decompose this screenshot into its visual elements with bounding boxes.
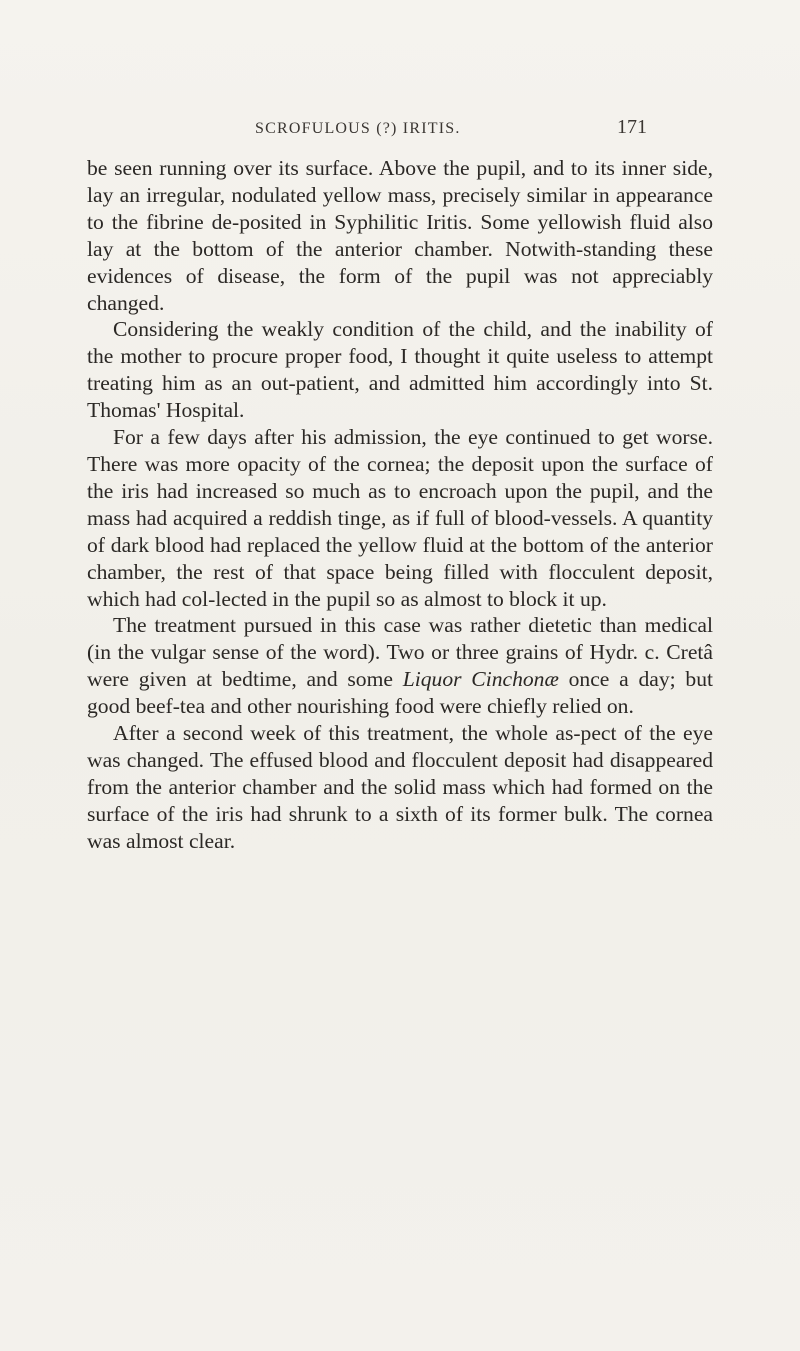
body-text [87, 155, 713, 855]
paragraph: After a second week of this treatment, the whole as-pect of the eye was changed. The effused blood and flocculent deposit had disappeared from the anterior chamber and the solid mass which had formed on the surface of the iris had shrunk to a sixth of its former bulk. The cornea was almost clear. [87, 721, 713, 853]
page-number: 171 [617, 116, 647, 138]
running-head: SCROFULOUS (?) IRITIS. [255, 120, 461, 137]
paragraph-text: once a day; but good beef-tea and other nourishing food were chiefly relied on. [87, 667, 713, 719]
paragraph [87, 612, 713, 720]
paragraph: Considering the weakly condition of the child, and the inability of the mother to procure proper food, I thought it quite useless to attempt treating him as an out-patient, and admitted him accordingly into St. Thomas' Hospital. [87, 317, 713, 423]
page-header [255, 116, 655, 150]
italic-drug-name: Liquor Cinchonæ [402, 667, 559, 692]
paragraph: be seen running over its surface. Above the pupil, and to its inner side, lay an irregular, nodulated yellow mass, precisely similar in appearance to the fibrine de-posited in Syphilitic Iritis. Some yellowish fluid also lay at the bottom of the anterior chamber. Notwith-standing these evidences of disease, the form of the pupil was not appreciably changed. [87, 156, 713, 315]
paragraph-text: The treatment pursued in this case was rather dietetic than medical (in the vulgar sense of the word). Two or three grains of Hydr. c. Cretâ were given at bedtime, and some [87, 613, 713, 692]
paragraph: For a few days after his admission, the eye continued to get worse. There was more opacity of the cornea; the deposit upon the surface of the iris had increased so much as to encroach upon the pupil, and the mass had acquired a reddish tinge, as if full of blood-vessels. A quantity of dark blood had replaced the yellow fluid at the bottom of the anterior chamber, the rest of that space being filled with flocculent deposit, which had col-lected in the pupil so as almost to block it up. [87, 425, 713, 611]
